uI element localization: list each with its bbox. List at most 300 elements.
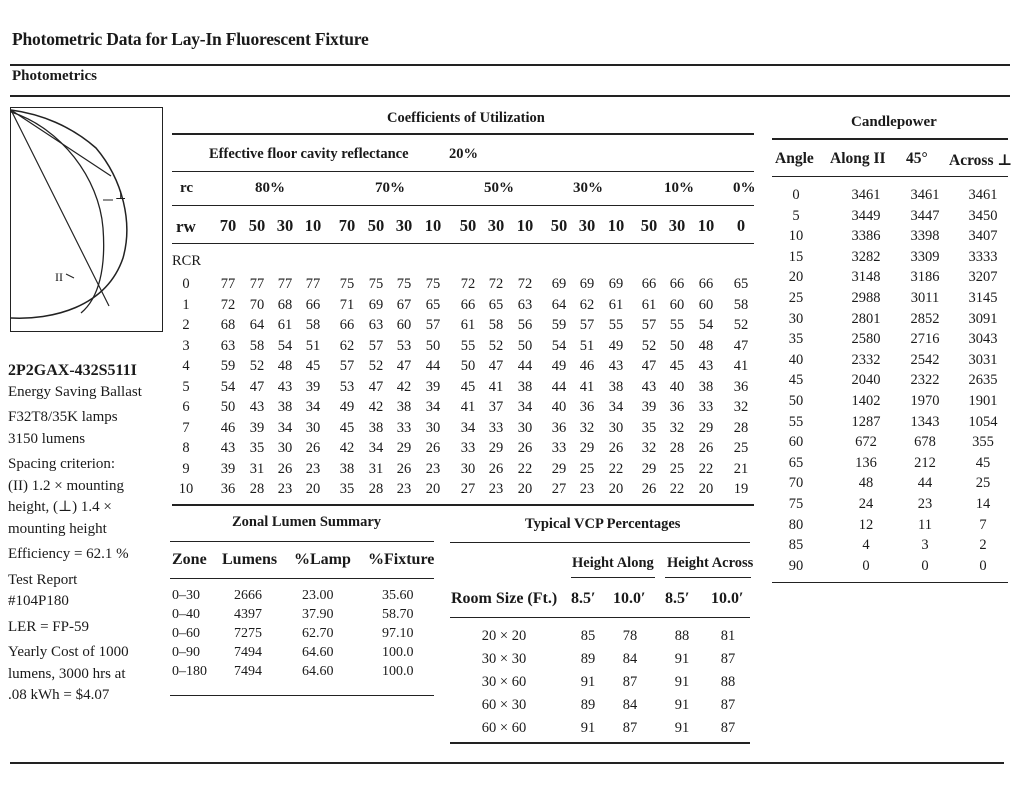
cu-cell: 45 [339,419,355,436]
rw-value-16: 10 [697,216,715,235]
cp-cell: 3447 [910,207,940,224]
rc-group-0: 80% [255,180,285,196]
cu-cell: 71 [339,296,355,313]
vcp-cell: 87 [720,651,736,667]
cu-cell: 77 [305,276,321,292]
cu-rule-3 [172,205,754,206]
cu-cell: 38 [277,399,293,415]
vcp-height-3: 10.0′ [711,590,744,607]
cu-cell: 28 [249,481,265,497]
zonal-cell: 0–180 [172,664,207,679]
cp-cell: 25 [788,290,804,306]
cu-cell: 47 [488,358,504,374]
vcp-cell: 91 [580,674,596,690]
cu-cell: 38 [339,460,355,477]
fixture-specs [8,360,168,707]
cu-cell: 51 [579,337,595,354]
rcr-6: 6 [182,399,190,415]
cu-cell: 47 [733,337,749,354]
cp-cell: 3282 [851,248,881,265]
cp-cell: 3461 [968,187,998,203]
cu-cell: 38 [396,399,412,415]
rw-value-15: 30 [668,216,686,235]
cp-cell: 3186 [910,269,940,286]
zonal-cell: 7494 [234,645,262,660]
cu-cell: 72 [517,276,533,292]
cu-cell: 52 [641,337,657,354]
cu-cell: 26 [517,440,533,456]
cu-cell: 58 [249,337,265,354]
rcr-0: 0 [182,276,190,292]
cp-cell: 212 [914,454,936,471]
rw-value-5: 50 [367,216,385,235]
zonal-cell: 58.70 [382,607,414,622]
cu-cell: 29 [698,419,714,436]
cu-cell: 59 [551,317,567,333]
vcp-cell: 91 [674,674,690,690]
vcp-cell: 84 [622,697,638,713]
vcp-rule-bottom [450,742,750,744]
cu-cell: 23 [579,481,595,497]
rcr-label: RCR [172,253,202,269]
cu-cell: 43 [249,399,265,415]
vcp-room-size: 30 × 30 [481,651,527,667]
rw-value-1: 50 [248,216,266,235]
cu-cell: 22 [698,460,714,477]
cu-cell: 68 [277,296,293,313]
vcp-room-size-header: Room Size (Ft.) [451,590,558,607]
cu-cell: 57 [368,337,384,354]
cu-cell: 30 [277,440,293,456]
cu-cell: 75 [368,276,384,292]
cu-cell: 41 [460,399,476,415]
cp-cell: 0 [979,557,987,574]
cu-cell: 47 [641,358,657,374]
vcp-title: Typical VCP Percentages [525,516,681,532]
cu-cell: 77 [277,276,293,292]
cp-header-angle: Angle [775,150,814,167]
cu-cell: 60 [669,296,685,313]
cp-cell: 44 [917,475,933,492]
cu-cell: 29 [488,440,504,456]
cu-cell: 39 [305,378,321,395]
zonal-header-lumens: Lumens [222,551,278,568]
cu-cell: 30 [305,419,321,436]
cu-cell: 34 [608,399,624,415]
cp-cell: 55 [788,413,804,430]
cp-cell: 3031 [968,351,998,368]
cu-cell: 31 [368,460,384,477]
cu-cell: 54 [551,337,567,354]
cu-cell: 55 [669,317,685,333]
cu-cell: 23 [488,481,504,497]
cu-cell: 32 [733,399,749,415]
vcp-height-along: Height Along [572,555,654,571]
cu-cell: 51 [305,337,321,354]
cu-cell: 22 [669,481,685,497]
zonal-header-lamp: %Lamp [294,551,351,568]
spacing-line-1: Spacing criterion: [8,456,116,472]
cu-cell: 46 [220,419,236,436]
cp-rule-2 [772,176,1008,177]
cp-cell: 3450 [968,207,998,224]
cp-cell: 60 [788,434,804,451]
zonal-cell: 7494 [234,664,262,679]
cu-cell: 53 [339,378,355,395]
cp-cell: 12 [858,516,874,533]
cu-cell: 29 [551,460,567,477]
cu-cell: 50 [460,358,476,374]
cu-rule-1 [172,133,754,135]
cu-cell: 58 [733,296,749,313]
rw-value-17: 0 [736,216,746,235]
cu-cell: 69 [579,276,595,292]
cp-cell: 3407 [968,228,998,245]
cu-cell: 28 [733,419,749,436]
cu-cell: 43 [608,358,624,374]
cu-cell: 22 [608,460,624,477]
cu-cell: 52 [368,358,384,374]
cp-cell: 24 [858,496,874,512]
cu-cell: 35 [249,440,265,456]
cu-cell: 38 [368,419,384,436]
cp-cell: 136 [855,454,877,471]
cu-cell: 49 [551,358,567,374]
cu-cell: 26 [305,440,321,456]
cu-cell: 55 [460,337,476,354]
cu-cell: 50 [517,337,533,354]
rcr-9: 9 [182,460,190,477]
cp-cell: 30 [788,310,804,327]
cost-line-2: lumens, 3000 hrs at [8,665,126,682]
cp-cell: 2852 [910,310,940,327]
cu-cell: 61 [277,317,293,333]
cp-cell: 80 [788,516,804,533]
vcp-cell: 91 [674,697,690,713]
cu-cell: 40 [669,378,685,395]
cu-cell: 65 [733,276,749,292]
cu-cell: 63 [368,317,384,333]
vcp-rule-1 [450,542,750,543]
cu-cell: 72 [488,276,504,292]
cu-cell: 45 [460,378,476,395]
cu-cell: 30 [425,419,441,436]
cu-cell: 61 [641,296,657,313]
cu-cell: 55 [608,317,624,333]
cp-cell: 3333 [968,248,998,265]
cu-cell: 54 [698,317,714,333]
vcp-cell: 84 [622,651,638,667]
fixture-model: 2P2GAX-432S511I [8,362,137,379]
cu-cell: 23 [277,481,293,497]
vcp-cell: 88 [720,674,736,690]
cu-cell: 29 [396,440,412,456]
ler-text: LER = FP-59 [8,618,89,635]
vcp-height-across: Height Across [667,555,754,571]
vcp-cell: 91 [674,651,690,667]
spacing-line-across [11,110,111,176]
cp-cell: 5 [792,207,800,224]
cu-cell: 60 [698,296,714,313]
efficiency-text: Efficiency = 62.1 % [8,546,129,562]
cu-cell: 45 [669,358,685,374]
cu-cell: 69 [368,296,384,313]
cp-cell: 2635 [968,372,998,389]
cp-header-45: 45° [906,150,928,167]
cp-cell: 0 [921,557,929,574]
vcp-cell: 89 [580,651,596,667]
cp-cell: 35 [788,331,804,348]
section-subtitle: Photometrics [12,68,97,84]
cp-cell: 85 [788,537,804,554]
cu-cell: 47 [249,378,265,395]
cu-cell: 50 [220,399,236,415]
rc-group-4: 10% [664,180,694,196]
cu-cell: 33 [488,419,504,436]
cu-cell: 36 [733,378,749,395]
rcr-7: 7 [182,419,190,436]
vcp-cell: 87 [622,720,638,736]
cu-cell: 38 [698,378,714,395]
rw-value-12: 30 [578,216,596,235]
cu-cell: 20 [517,481,533,497]
cu-cell: 26 [425,440,441,456]
candlepower-title: Candlepower [851,114,937,130]
cu-cell: 34 [277,419,293,436]
cu-cell: 20 [698,481,714,497]
zonal-cell: 64.60 [302,664,334,679]
cu-cell: 61 [608,296,624,313]
cp-rule-bottom [772,582,1008,583]
cu-cell: 45 [305,358,321,374]
cu-cell: 41 [733,358,749,374]
cost-line-3: .08 kWh = $4.07 [8,687,110,703]
cu-rule-bottom [172,504,754,506]
zonal-cell: 0–30 [172,588,200,603]
cu-cell: 65 [425,296,441,313]
cu-cell: 44 [425,358,441,374]
zonal-rule-bottom [170,695,434,696]
cp-cell: 3386 [851,228,881,245]
cp-rule-1 [772,138,1008,140]
lamps-text: F32T8/35K lamps [8,409,118,425]
cp-cell: 2332 [851,351,881,368]
candlepower-curve-along [11,110,127,318]
parallel-label: II [55,270,63,284]
cu-cell: 53 [396,337,412,354]
cu-cell: 38 [517,378,533,395]
cu-cell: 50 [669,337,685,354]
cp-cell: 0 [862,557,870,574]
cu-cell: 25 [579,460,595,477]
cu-cell: 66 [305,296,321,313]
fixture-diagram [10,107,163,332]
cp-cell: 7 [979,516,987,533]
vcp-cell: 91 [674,720,690,736]
cu-cell: 61 [460,317,476,333]
cu-cell: 43 [220,440,236,456]
cu-cell: 20 [305,481,321,497]
cu-cell: 70 [249,296,265,313]
cu-cell: 57 [425,317,441,333]
spacing-line-2: (II) 1.2 × mounting [8,477,124,494]
cp-cell: 3148 [851,269,881,286]
cu-cell: 48 [698,337,714,354]
cu-cell: 37 [488,399,504,415]
cu-cell: 34 [368,440,384,456]
cp-cell: 3011 [910,290,940,306]
cu-cell: 56 [517,317,533,333]
zonal-rule-1 [170,541,434,542]
cu-cell: 66 [698,276,714,292]
cu-cell: 67 [396,296,412,313]
rc-group-2: 50% [484,180,514,196]
zonal-header-fixture: %Fixture [368,551,435,568]
cu-cell: 34 [305,399,321,415]
cu-cell: 36 [669,399,685,415]
cp-cell: 90 [788,557,804,574]
cp-cell: 3091 [968,310,998,327]
cu-cell: 20 [425,481,441,497]
vcp-cell: 81 [720,628,736,644]
cu-cell: 54 [220,378,236,395]
cp-cell: 3461 [851,187,881,203]
vcp-along-rule [571,577,655,578]
cp-cell: 0 [792,187,800,203]
rcr-5: 5 [182,378,190,395]
cu-cell: 52 [733,317,749,333]
cu-cell: 49 [608,337,624,354]
vcp-cell: 78 [622,628,638,644]
rw-value-0: 70 [219,216,237,235]
cu-cell: 75 [396,276,412,292]
cu-cell: 75 [339,276,355,292]
cp-cell: 672 [855,434,877,451]
cu-cell: 28 [368,481,384,497]
cp-cell: 3398 [910,228,940,245]
cu-cell: 44 [517,358,533,374]
cu-cell: 63 [517,296,533,313]
rw-value-3: 10 [304,216,322,235]
cu-cell: 32 [579,419,595,436]
cu-cell: 39 [641,399,657,415]
vcp-room-size: 20 × 20 [481,628,527,644]
rw-value-11: 50 [550,216,568,235]
rc-group-5: 0% [733,180,756,196]
cu-cell: 57 [579,317,595,333]
zonal-rule-2 [170,578,434,579]
cu-cell: 27 [460,481,476,497]
vcp-room-size: 60 × 60 [481,720,527,736]
cu-cell: 20 [608,481,624,497]
cp-cell: 48 [858,475,874,492]
cu-cell: 58 [488,317,504,333]
cp-cell: 3 [921,537,929,554]
cu-cell: 33 [460,440,476,456]
zonal-cell: 37.90 [302,607,334,622]
cp-cell: 2 [979,537,987,554]
cu-cell: 41 [488,378,504,395]
cp-cell: 2322 [910,372,940,389]
cp-cell: 3043 [968,331,998,348]
floor-cavity-value: 20% [449,146,478,162]
rw-label: rw [176,217,196,236]
cu-cell: 66 [339,317,355,333]
cu-cell: 57 [339,358,355,374]
cu-cell: 33 [698,399,714,415]
cp-header-along: Along II [830,150,886,167]
vcp-height-0: 8.5′ [571,590,596,607]
cu-cell: 47 [368,378,384,395]
cu-cell: 58 [305,317,321,333]
cu-cell: 23 [396,481,412,497]
cu-cell: 21 [733,460,749,477]
cu-cell: 27 [551,481,567,497]
cu-cell: 31 [249,460,265,477]
cu-cell: 72 [460,276,476,292]
vcp-rule-2 [450,617,750,618]
ballast-text: Energy Saving Ballast [8,383,142,400]
cu-cell: 35 [641,419,657,436]
cp-cell: 1402 [851,393,881,409]
cu-cell: 66 [669,276,685,292]
cp-cell: 3309 [910,248,940,265]
zonal-cell: 2666 [234,588,262,603]
cu-cell: 62 [579,296,595,313]
cu-cell: 22 [517,460,533,477]
cp-cell: 25 [975,475,991,492]
cu-rule-2 [172,171,754,172]
rcr-10: 10 [178,481,194,497]
cp-cell: 20 [788,269,804,286]
cp-cell: 2580 [851,331,881,348]
cu-cell: 26 [698,440,714,456]
perp-label: ⊥ [115,188,127,202]
cost-line-1: Yearly Cost of 1000 [8,644,129,660]
zonal-cell: 7275 [234,626,262,641]
cp-cell: 1970 [910,393,940,409]
cp-cell: 45 [788,372,804,389]
cu-cell: 26 [608,440,624,456]
cu-cell: 42 [368,399,384,415]
floor-cavity-label: Effective floor cavity reflectance [209,146,409,162]
cu-cell: 66 [641,276,657,292]
cu-cell: 69 [551,276,567,292]
zonal-title: Zonal Lumen Summary [232,514,382,530]
vcp-room-size: 30 × 60 [481,674,527,690]
zonal-cell: 62.70 [302,626,334,641]
cu-cell: 25 [733,440,749,456]
cu-cell: 57 [641,317,657,333]
rc-label: rc [180,180,194,196]
zonal-cell: 4397 [234,607,262,622]
cu-cell: 29 [579,440,595,456]
cu-cell: 36 [551,419,567,436]
vcp-cell: 85 [580,628,596,644]
cp-cell: 355 [972,434,994,451]
par-tick [66,274,74,278]
cu-cell: 48 [277,358,293,374]
rw-value-7: 10 [424,216,442,235]
cp-cell: 14 [975,496,991,512]
cu-cell: 39 [249,419,265,436]
zonal-cell: 0–60 [172,626,200,641]
cu-cell: 77 [220,276,236,292]
rw-value-6: 30 [395,216,413,235]
cp-cell: 40 [788,351,804,368]
cp-cell: 75 [788,496,804,512]
cu-cell: 25 [669,460,685,477]
